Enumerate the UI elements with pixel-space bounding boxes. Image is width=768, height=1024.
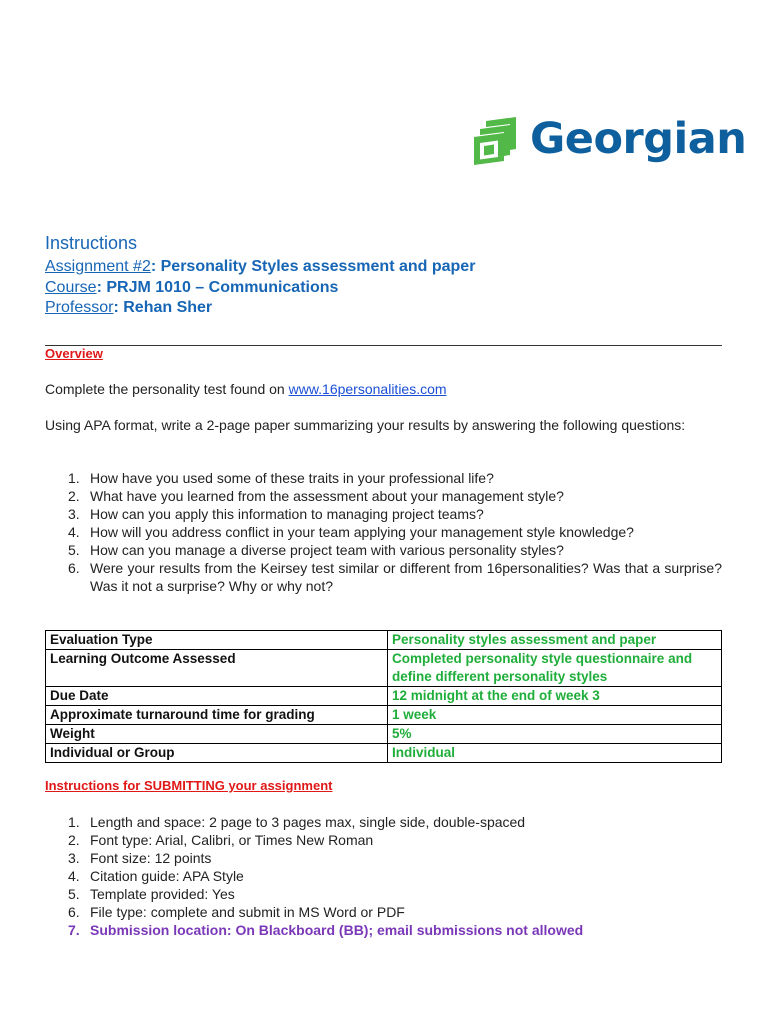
- table-key: Weight: [46, 725, 388, 744]
- table-value: Personality styles assessment and paper: [388, 631, 722, 650]
- intro-text: Complete the personality test found on: [45, 381, 289, 397]
- assignment-value: : Personality Styles assessment and paper: [150, 258, 476, 275]
- list-item: 2. What have you learned from the assessment about your management style?: [68, 488, 564, 504]
- table-key: Individual or Group: [46, 744, 388, 763]
- list-item: 5. How can you manage a diverse project team with various personality styles?: [68, 542, 564, 558]
- table-row: [46, 706, 722, 725]
- georgian-logo-icon: [472, 113, 524, 165]
- list-item: 2. Font type: Arial, Calibri, or Times New Roman: [68, 832, 374, 848]
- table-key: Approximate turnaround time for grading: [46, 706, 388, 725]
- table-row: [46, 687, 722, 706]
- assignment-label: Assignment #2: [45, 258, 151, 275]
- table-row: [46, 744, 722, 763]
- list-item: 1. How have you used some of these traits in your professional life?: [68, 470, 494, 486]
- professor-line: [45, 299, 212, 317]
- list-item: 4. How will you address conflict in your team applying your management style knowledge?: [68, 524, 634, 540]
- georgian-logo: [472, 113, 746, 165]
- list-item: 3. How can you apply this information to managing project teams?: [68, 506, 484, 522]
- divider: [45, 345, 722, 346]
- table-value: Individual: [388, 744, 722, 763]
- list-item: 3. Font size: 12 points: [68, 850, 212, 866]
- table-key: Evaluation Type: [46, 631, 388, 650]
- list-item: 6. Were your results from the Keirsey test similar or different from 16personalities? Was that a surprise? Was it not a surprise? Why or why not?: [68, 560, 722, 594]
- list-item: 5. Template provided: Yes: [68, 886, 235, 902]
- submitting-list: [45, 813, 722, 939]
- table-value: Completed personality style questionnaire and define different personality styles: [388, 650, 722, 687]
- table-value: 5%: [388, 725, 722, 744]
- questions-list: [45, 469, 722, 595]
- personalities-link[interactable]: www.16personalities.com: [288, 381, 447, 397]
- table-row: [46, 650, 722, 687]
- evaluation-table: [45, 630, 722, 763]
- overview-paragraph: Using APA format, write a 2-page paper summarizing your results by answering the following questions:: [45, 417, 686, 433]
- course-label: Course: [45, 279, 97, 296]
- submitting-title: Instructions for SUBMITTING your assignment: [45, 778, 333, 793]
- table-row: [46, 631, 722, 650]
- page-title: Instructions: [45, 233, 138, 253]
- course-line: [45, 279, 338, 297]
- overview-intro: [45, 380, 722, 398]
- list-item-submission-location: 7. Submission location: On Blackboard (BB); email submissions not allowed: [68, 922, 584, 938]
- list-item: 6. File type: complete and submit in MS Word or PDF: [68, 904, 405, 920]
- professor-label: Professor: [45, 299, 114, 316]
- table-value: 1 week: [388, 706, 722, 725]
- list-item: 4. Citation guide: APA Style: [68, 868, 244, 884]
- table-value: 12 midnight at the end of week 3: [388, 687, 722, 706]
- table-key: Learning Outcome Assessed: [46, 650, 388, 687]
- table-row: [46, 725, 722, 744]
- logo-wordmark: Georgian: [530, 113, 747, 164]
- assignment-line: [45, 258, 475, 276]
- professor-value: : Rehan Sher: [113, 299, 213, 316]
- course-value: : PRJM 1010 – Communications: [96, 279, 339, 296]
- list-item: 1. Length and space: 2 page to 3 pages max, single side, double-spaced: [68, 814, 526, 830]
- table-key: Due Date: [46, 687, 388, 706]
- overview-title: Overview: [45, 346, 103, 361]
